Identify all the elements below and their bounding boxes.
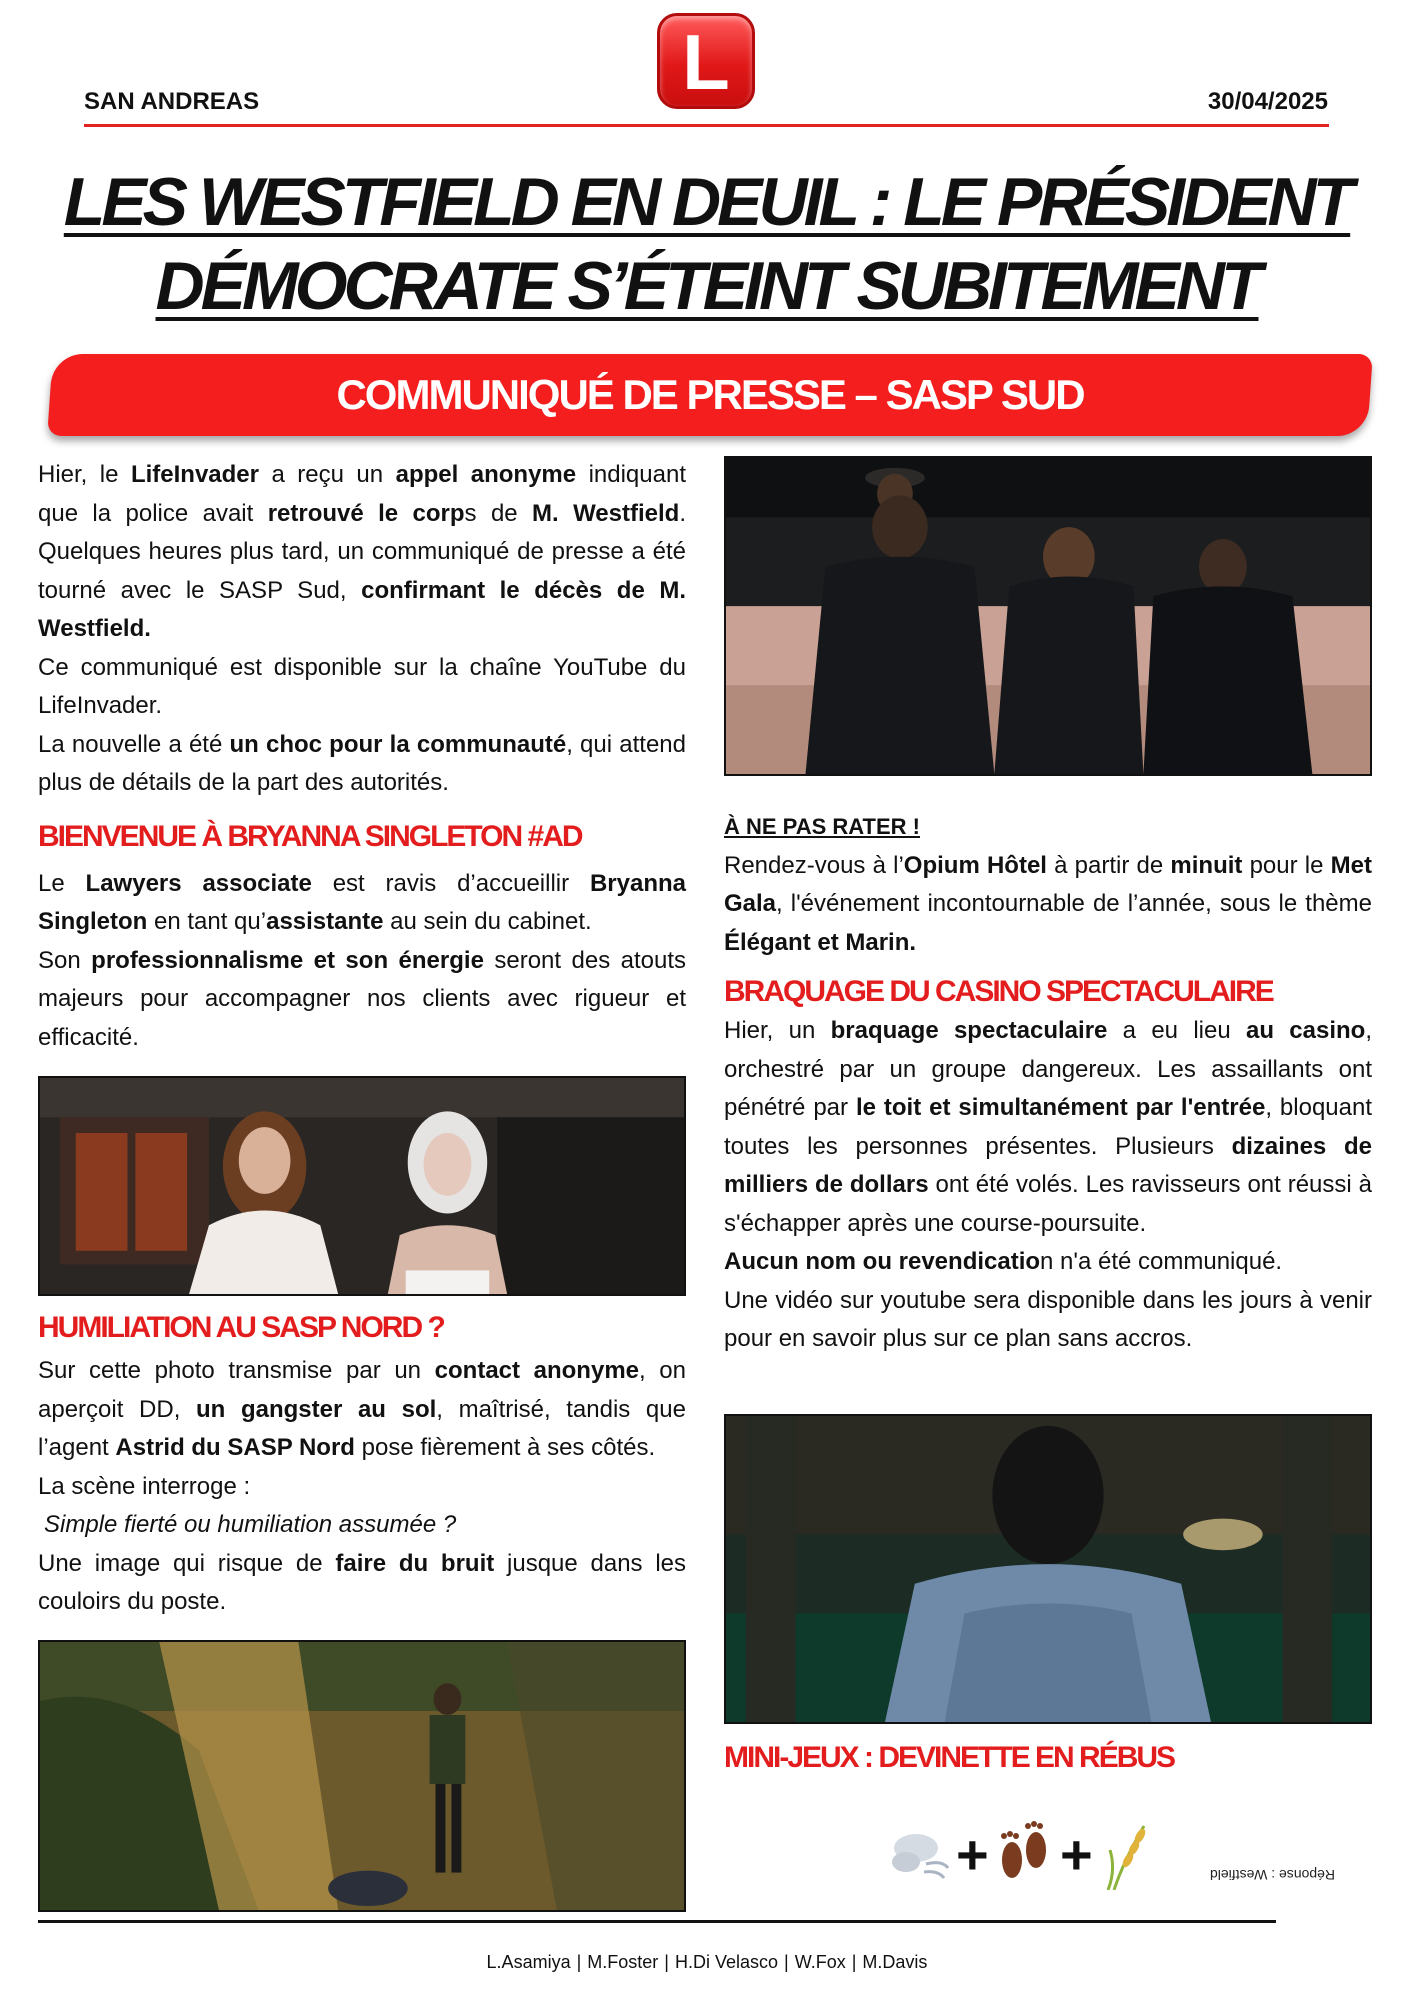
rebus-answer: Réponse : Westfield	[1210, 1867, 1336, 1883]
credit-separator: |	[784, 1952, 789, 1972]
wheat-icon	[1104, 1820, 1154, 1890]
text-run: pour le	[1242, 851, 1331, 879]
section-title-bryanna: BIENVENUE À BRYANNA SINGLETON #AD	[38, 819, 582, 853]
text-bold: le toit et simultanément par l'entrée	[855, 1094, 1266, 1121]
text-run: Hier, un	[724, 1017, 831, 1044]
article-paragraph	[724, 1012, 1372, 1243]
photo-sasp-sud	[724, 456, 1372, 776]
text-bold: minuit	[1170, 851, 1243, 879]
text-run: Son	[38, 946, 92, 974]
text-run: au sein du cabinet.	[383, 908, 592, 935]
text-bold: assistante	[266, 908, 384, 935]
text-run: , l'événement incontournable de l’année, sous le thème	[776, 890, 1372, 917]
rebus-row	[890, 1820, 1170, 1900]
credit-name: M.Foster	[587, 1952, 659, 1972]
credit-separator: |	[664, 1952, 669, 1972]
article-paragraph	[38, 726, 686, 803]
text-run: , bloquant toutes les personnes présentes. Plusieurs	[724, 1094, 1373, 1160]
article-paragraph	[38, 456, 686, 649]
text-run: , on aperçoit DD,	[38, 1357, 686, 1423]
headline-line-2: DÉMOCRATE S’ÉTEINT SUBITEMENT	[155, 248, 1259, 324]
section-title-humiliation: HUMILIATION AU SASP NORD ?	[38, 1311, 444, 1344]
text-bold: contact anonyme	[434, 1357, 639, 1384]
article-paragraph: Ce communiqué est disponible sur la chaîne YouTube du LifeInvader.	[38, 653, 686, 719]
logo-letter: L	[682, 18, 730, 106]
article-paragraph: La scène interroge :	[38, 1472, 251, 1500]
footer-divider	[38, 1920, 1276, 1923]
text-run: s de	[464, 499, 533, 527]
text-run: , qui attend plus de détails de la part des autorités.	[38, 730, 686, 796]
text-bold: Aucun nom ou revendicatio	[724, 1248, 1041, 1275]
text-run: jusque dans les couloirs du poste.	[38, 1549, 687, 1615]
text-run: Une image qui risque de	[38, 1549, 336, 1577]
article-paragraph	[38, 865, 686, 942]
credit-name: M.Davis	[862, 1952, 928, 1972]
right-column	[724, 808, 1372, 1359]
photo-sasp-nord	[38, 1640, 686, 1912]
wind-icon	[890, 1826, 952, 1886]
text-run: Hier, le	[38, 461, 131, 488]
text-bold: Élégant et Marin.	[724, 928, 917, 956]
text-run: n n'a été communiqué.	[1040, 1248, 1283, 1275]
text-bold: Lawyers associate	[85, 869, 312, 897]
footprints-icon	[996, 1820, 1052, 1890]
text-bold: dizaines de milliers de dollars	[724, 1132, 1372, 1198]
text-run: ont été volés. Les ravisseurs ont réussi à s'échapper après une course-poursuite.	[724, 1171, 1372, 1237]
page-headline	[30, 160, 1384, 328]
section-title-minigame: MINI-JEUX : DEVINETTE EN RÉBUS	[724, 1741, 1175, 1774]
photo-bryanna	[38, 1076, 686, 1296]
location-label: SAN ANDREAS	[84, 88, 260, 115]
text-run: à partir de	[1046, 851, 1171, 879]
text-bold: faire du bruit	[335, 1549, 495, 1577]
text-bold: braquage spectaculaire	[830, 1017, 1108, 1044]
left-column-lower	[38, 1308, 686, 1622]
banner-text: COMMUNIQUÉ DE PRESSE – SASP SUD	[336, 371, 1084, 418]
credit-name: H.Di Velasco	[674, 1952, 779, 1972]
photo-casino	[724, 1414, 1372, 1724]
article-paragraph	[724, 1243, 1372, 1282]
date-label: 30/04/2025	[1207, 88, 1328, 115]
headline-line-1: LES WESTFIELD EN DEUIL : LE PRÉSIDENT	[63, 164, 1351, 240]
text-bold: un gangster au sol	[196, 1395, 437, 1423]
plus-sign: +	[1060, 1823, 1093, 1886]
credit-separator: |	[576, 1952, 582, 1972]
article-paragraph: Une vidéo sur youtube sera disponible dans les jours à venir pour en savoir plus sur ce plan sans accros.	[724, 1286, 1372, 1352]
article-westfield	[38, 456, 686, 803]
text-bold: Bryanna Singleton	[38, 869, 686, 935]
text-run: Le	[38, 869, 86, 897]
text-run: a reçu un	[259, 461, 396, 488]
credit-name: L.Asamiya	[486, 1952, 571, 1972]
credit-name: W.Fox	[794, 1952, 846, 1972]
text-bold: professionnalisme et son énergie	[91, 946, 484, 974]
section-title-casino: BRAQUAGE DU CASINO SPECTACULAIRE	[724, 975, 1273, 1008]
section-title-met-gala: À NE PAS RATER !	[724, 814, 920, 839]
credit-separator: |	[851, 1952, 857, 1972]
text-bold: Opium Hôtel	[903, 851, 1047, 879]
text-run: pose fièrement à ses côtés.	[354, 1434, 656, 1461]
text-run: seront des atouts majeurs pour accompagner nos clients avec rigueur et efficacité.	[38, 946, 687, 1051]
text-bold: au casino	[1245, 1017, 1366, 1044]
text-run: Sur cette photo transmise par un	[38, 1357, 435, 1384]
text-run: indiquant que la police avait	[38, 461, 686, 527]
text-run: a eu lieu	[1107, 1017, 1246, 1044]
text-run: est ravis d’accueillir	[311, 869, 590, 897]
text-run: Rendez-vous à l’	[724, 851, 904, 879]
text-run: . Quelques heures plus tard, un communiqué de presse a été tourné avec le SASP Sud,	[38, 499, 686, 604]
article-quote: Simple fierté ou humiliation assumée ?	[44, 1511, 457, 1538]
text-run: La nouvelle a été	[38, 730, 230, 758]
article-paragraph	[724, 847, 1372, 963]
credits	[0, 1952, 1414, 1973]
article-paragraph	[38, 1352, 686, 1468]
text-bold: LifeInvader	[130, 461, 259, 488]
text-bold: M. Westfield	[532, 499, 680, 527]
text-run: , orchestré par un groupe dangereux. Les assaillants ont pénétré par	[724, 1017, 1372, 1121]
article-paragraph	[38, 1545, 686, 1622]
text-bold: un choc pour la communauté	[229, 730, 567, 758]
text-bold: confirmant le décès de M. Westfield.	[38, 576, 686, 642]
plus-sign: +	[956, 1823, 989, 1886]
text-run: , maîtrisé, tandis que l’agent	[38, 1395, 686, 1461]
left-column	[38, 456, 686, 1057]
text-bold: retrouvé le corp	[267, 499, 465, 527]
article-paragraph	[38, 942, 686, 1058]
text-run: en tant qu’	[147, 908, 267, 935]
text-bold: Met Gala	[724, 851, 1372, 917]
header-divider	[84, 124, 1329, 127]
text-bold: appel anonyme	[395, 461, 577, 488]
lifeinvader-logo	[657, 13, 755, 109]
text-bold: Astrid du SASP Nord	[115, 1434, 355, 1461]
